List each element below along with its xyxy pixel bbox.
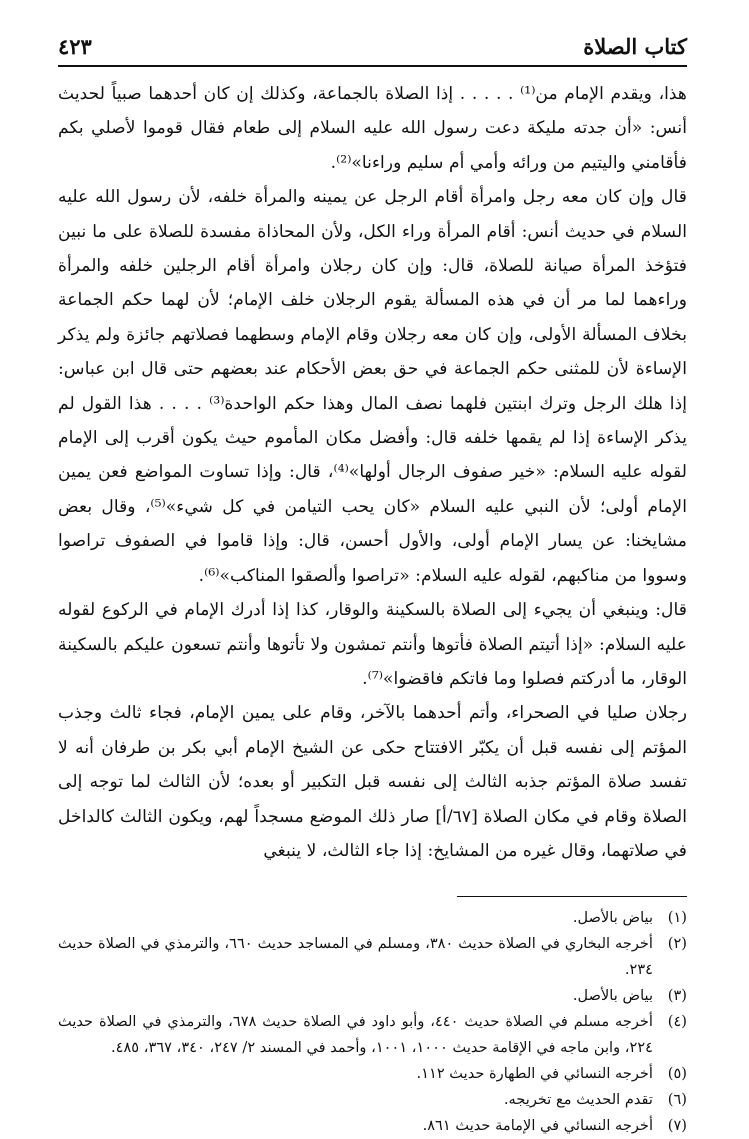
running-title: كتاب الصلاة <box>583 34 687 59</box>
footnote-text: بياض بالأصل. <box>572 909 653 927</box>
footnote <box>58 905 687 931</box>
page-header <box>58 34 687 67</box>
footnote-number: (٣) <box>667 987 687 1005</box>
footnote <box>58 1061 687 1087</box>
footnote-number: (٢) <box>667 935 687 953</box>
footnote <box>58 983 687 1009</box>
paragraph: رجلان صليا في الصحراء، وأتم أحدهما بالآخر، وقام على يمين الإمام، فجاء ثالث وجذب المؤتم إلى نفسه قبل أن يكبّر الافتتاح حكى عن الشيخ الإمام أبي بكر بن طرفان أنه لا تفسد صلاة المؤتم جذبه الثالث إلى نفسه قبل التكبير أو بعده؛ لأن الثالث لما توجه إلى الصلاة وقام في مكان الصلاة [٦٧/أ] صار ذلك الموضع مسجداً لهم، ويكون الثالث كالداخل في صلاتهما، وقال غيره من المشايخ: إذا جاء الثالث، لا ينبغي <box>58 703 688 861</box>
footnote-divider <box>457 896 687 897</box>
footnotes <box>58 905 687 1139</box>
paragraph: هذا، ويقدم الإمام من⁽¹⁾ . . . . . إذا الصلاة بالجماعة، وكذلك إن كان أحدهما صبياً لحديث أنس: «أن جدته مليكة دعت رسول الله عليه السلام إلى طعام فقال قوموا لأصلي بكم فأقامني واليتيم من ورائه وأمي أم سليم وراءنا»⁽²⁾. <box>58 84 687 173</box>
footnote-number: (٥) <box>667 1065 687 1083</box>
footnote-text: أخرجه البخاري في الصلاة حديث ٣٨٠، ومسلم في المساجد حديث ٦٦٠، والترمذي في الصلاة حديث ٢٣٤. <box>58 935 653 979</box>
footnote <box>58 1113 687 1139</box>
paragraph: قال وإن كان معه رجل وامرأة أقام الرجل عن يمينه والمرأة خلفه، لأن رسول الله عليه السلام في حديث أنس: أقام المرأة وراء الكل، ولأن المحاذاة مفسدة للصلاة على ما نبين فتؤخذ المرأة صيانة للصلاة، قال: وإن كان رجلان وامرأة أقام الرجلين خلفه والمرأة وراءهما لما مر أن في هذه المسألة يقوم الرجلان خلف الإمام؛ لأن لهما حكم الجماعة بخلاف المسألة الأولى، وإن كان معه رجلان وقام الإمام وسطهما فصلاتهم جائزة ولم يذكر الإساءة لأن للمثنى حكم الجماعة في حق بعض الأحكام عند بعضهم حتى قال ابن عباس: إذا هلك الرجل وترك ابنتين فلهما نصف المال وهذا حكم الواحدة⁽³⁾ . . . . هذا القول لم يذكر الإساءة إذا لم يقمها خلفه قال: وأفضل مكان المأموم حيث يكون أقرب إلى الإمام لقوله عليه السلام: «خير صفوف الرجال أولها»⁽⁴⁾، قال: وإذا تساوت المواضع فعن يمين الإمام أولى؛ لأن النبي عليه السلام «كان يحب التيامن في كل شيء»⁽⁵⁾، وقال بعض مشايخنا: عن يسار الإمام أولى، والأول أحسن، قال: وإذا قاموا في الصفوف تراصوا وسووا من مناكبهم، لقوله عليه السلام: «تراصوا وألصقوا المناكب»⁽⁶⁾. <box>58 187 688 586</box>
footnote-text: أخرجه مسلم في الصلاة حديث ٤٤٠، وأبو داود في الصلاة حديث ٦٧٨، والترمذي في الصلاة حديث ٢٢٤، وابن ماجه في الإقامة حديث ١٠٠٠، ١٠٠١، وأحمد في المسند ٢/ ٢٤٧، ٣٤٠، ٣٦٧، ٤٨٥. <box>58 1013 653 1057</box>
footnote-text: تقدم الحديث مع تخريجه. <box>503 1091 653 1109</box>
footnote-text: أخرجه النسائي في الإمامة حديث ٨٦١. <box>422 1117 653 1135</box>
footnote <box>58 1087 687 1113</box>
footnote-text: بياض بالأصل. <box>572 987 653 1005</box>
footnote-number: (٦) <box>667 1091 687 1109</box>
page-number: ٤٢٣ <box>58 34 92 59</box>
main-text <box>58 77 687 868</box>
paragraph: قال: وينبغي أن يجيء إلى الصلاة بالسكينة والوقار، كذا إذا أدرك الإمام في الركوع لقوله عليه السلام: «إذا أتيتم الصلاة فأتوها وأنتم تمشون ولا تأتوها وأنتم تسعون عليكم بالسكينة الوقار، ما أدركتم فصلوا وما فاتكم فاقضوا»⁽⁷⁾. <box>58 600 687 689</box>
footnote <box>58 931 687 983</box>
footnote-text: أخرجه النسائي في الطهارة حديث ١١٢. <box>416 1065 653 1083</box>
footnote-number: (١) <box>667 909 687 927</box>
footnote-number: (٤) <box>667 1013 687 1031</box>
footnote-number: (٧) <box>667 1117 687 1135</box>
footnote <box>58 1009 687 1061</box>
